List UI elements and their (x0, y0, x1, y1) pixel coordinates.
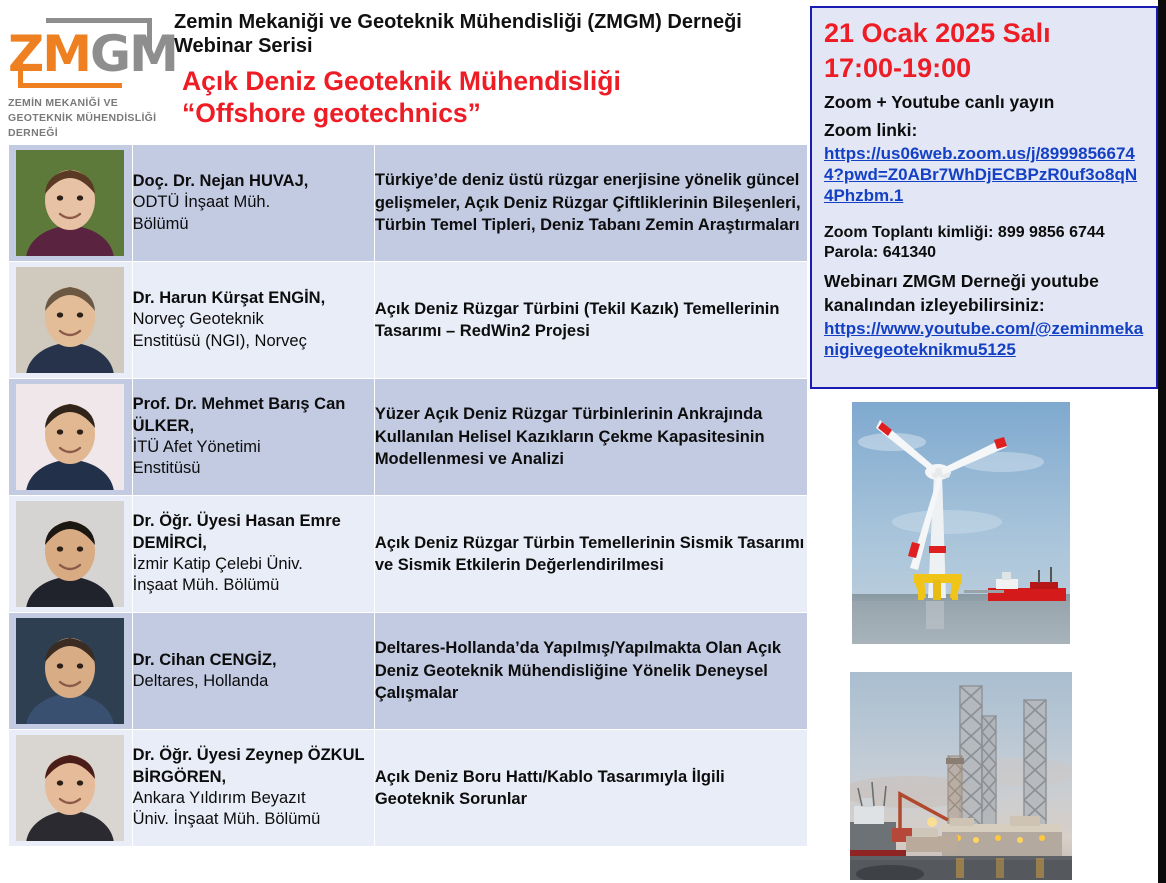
speaker-affiliation-line: Üniv. İnşaat Müh. Bölümü (132, 810, 321, 829)
header-text-block (174, 10, 799, 129)
zmgm-logo (8, 14, 177, 142)
speaker-topic: Açık Deniz Rüzgar Türbini (Tekil Kazık) Temellerinin Tasarımı – RedWin2 Projesi (374, 299, 780, 340)
speaker-name: Dr. Cihan CENGİZ, (132, 650, 277, 669)
webinar-topic-tr: Açık Deniz Geoteknik Mühendisliği (182, 65, 621, 96)
zoom-password: Parola: 641340 (824, 244, 937, 262)
table-row (9, 613, 808, 730)
speaker-name: Dr. Öğr. Üyesi Zeynep ÖZKUL BİRGÖREN, (132, 746, 365, 786)
photo-wrapper (14, 145, 126, 261)
speaker-affiliation-line: İnşaat Müh. Bölümü (132, 576, 280, 595)
speaker-affiliation-line: Norveç Geoteknik (132, 310, 264, 329)
speaker-schedule-table (8, 144, 808, 847)
table-row (9, 145, 808, 262)
logo-letter-m1: M (42, 25, 91, 83)
speaker-topic-cell (374, 379, 807, 496)
speaker-affiliation-line: Deltares, Hollanda (132, 672, 269, 690)
logo-mark (8, 14, 177, 92)
speaker-topic: Açık Deniz Rüzgar Türbin Temellerinin Sismik Tasarımı ve Sismik Etkilerin Değerlendirilmesi (374, 533, 805, 574)
youtube-link[interactable]: https://www.youtube.com/@zeminmekanigivegeoteknikmu5125 (824, 318, 1144, 360)
offshore-jackup-rig-photo (850, 672, 1072, 880)
logo-letter-z: Z (8, 25, 43, 83)
speaker-photo-cell (9, 613, 133, 730)
organization-title (174, 10, 799, 59)
mehmet-baris-can-ulker-portrait (16, 384, 124, 490)
hasan-emre-demirci-portrait (16, 501, 124, 607)
speaker-affiliation-line: Enstitüsü (NGI), Norveç (132, 331, 307, 350)
speaker-name-cell (132, 145, 374, 262)
speaker-photo-cell (9, 496, 133, 613)
webinar-time: 17:00-19:00 (824, 53, 972, 84)
webinar-info-box (810, 6, 1158, 389)
speaker-name: Prof. Dr. Mehmet Barış Can ÜLKER, (132, 395, 346, 435)
speaker-topic-cell (374, 262, 807, 379)
logo-subtitle (8, 96, 168, 142)
speaker-table-body (9, 145, 808, 847)
speaker-topic: Açık Deniz Boru Hattı/Kablo Tasarımıyla İlgili Geoteknik Sorunlar (374, 767, 725, 808)
right-edge-strip (1158, 0, 1166, 883)
speaker-photo-cell (9, 379, 133, 496)
speaker-photo-cell (9, 262, 133, 379)
logo-letters (8, 25, 177, 83)
webinar-topic-title (174, 65, 799, 130)
logo-subtitle-line3: DERNEĞİ (8, 127, 58, 140)
webinar-date: 21 Ocak 2025 Salı (824, 18, 1051, 48)
speaker-topic: Deltares-Hollanda’da Yapılmış/Yapılmakta Olan Açık Deniz Geoteknik Mühendisliğine Yönelik Deneysel Çalışmalar (374, 639, 782, 703)
speaker-name-cell (132, 613, 374, 730)
speaker-topic: Türkiye’de deniz üstü rüzgar enerjisine yönelik güncel gelişmeler, Açık Deniz Rüzgar Çiftliklerinin Bileşenleri, Türbin Temel Tipleri, Deniz Tabanı Zemin Araştırmaları (374, 171, 801, 235)
photo-wrapper (14, 613, 126, 729)
organization-title-line1: Zemin Mekaniği ve Geoteknik Mühendisliği (ZMGM) Derneği (174, 11, 742, 33)
poster-header (0, 0, 806, 142)
logo-subtitle-line1: ZEMİN MEKANİĞİ VE (8, 97, 119, 109)
speaker-topic-cell (374, 145, 807, 262)
speaker-name-cell (132, 496, 374, 613)
photo-wrapper (14, 379, 126, 495)
spacer (824, 208, 1144, 215)
table-row (9, 262, 808, 379)
speaker-name-cell (132, 730, 374, 847)
table-row (9, 379, 808, 496)
speaker-topic-cell (374, 613, 807, 730)
speaker-affiliation-line: Enstitüsü (132, 459, 201, 478)
cihan-cengiz-portrait (16, 618, 124, 724)
speaker-name: Dr. Harun Kürşat ENGİN, (132, 288, 326, 307)
speaker-topic-cell (374, 730, 807, 847)
speaker-topic-cell (374, 496, 807, 613)
photo-wrapper (14, 262, 126, 378)
speaker-affiliation-line: İzmir Katip Çelebi Üniv. (132, 555, 303, 573)
speaker-name: Dr. Öğr. Üyesi Hasan Emre DEMİRCİ, (132, 512, 341, 552)
logo-letter-m2: M (129, 25, 177, 83)
speaker-photo-cell (9, 730, 133, 847)
speaker-name-cell (132, 262, 374, 379)
speaker-affiliation-line: ODTÜ İnşaat Müh. (132, 193, 271, 212)
zoom-link[interactable]: https://us06web.zoom.us/j/89998566744?pwd=Z0ABr7WhDjECBPzR0uf3o8qN4Phzbm.1 (824, 143, 1138, 205)
zoom-link-label: Zoom linki: (824, 119, 918, 140)
webinar-platform: Zoom + Youtube canlı yayın (824, 91, 1055, 112)
organization-title-line2: Webinar Serisi (174, 35, 313, 58)
webinar-topic-en: “Offshore geotechnics” (182, 98, 481, 129)
speaker-affiliation-line: Ankara Yıldırım Beyazıt (132, 789, 306, 807)
speaker-name-text (133, 511, 374, 597)
speaker-name-text (133, 745, 374, 831)
youtube-note-line2: kanalından izleyebilirsiniz: (824, 294, 1045, 315)
harun-kursat-engin-portrait (16, 267, 124, 373)
zeynep-ozkul-birgoren-portrait (16, 735, 124, 841)
speaker-affiliation-line: İTÜ Afet Yönetimi (132, 438, 261, 456)
photo-wrapper (14, 730, 126, 846)
logo-subtitle-line2: GEOTEKNİK MÜHENDİSLİĞİ (8, 112, 157, 125)
speaker-photo-cell (9, 145, 133, 262)
offshore-wind-turbine-photo (852, 402, 1070, 644)
speaker-name: Doç. Dr. Nejan HUVAJ, (132, 171, 309, 190)
speaker-name-text (133, 171, 374, 235)
nejan-huvaj-portrait (16, 150, 124, 256)
speaker-name-text (133, 288, 374, 352)
speaker-topic: Yüzer Açık Deniz Rüzgar Türbinlerinin Ankrajında Kullanılan Helisel Kazıkların Çekme Kapasitesinin Modellenmesi ve Analizi (374, 405, 765, 469)
speaker-affiliation-line: Bölümü (132, 214, 189, 233)
speaker-name-text (133, 394, 374, 480)
logo-letter-g: G (90, 25, 130, 83)
speaker-name-cell (132, 379, 374, 496)
table-row (9, 730, 808, 847)
youtube-note-line1: Webinarı ZMGM Derneği youtube (824, 270, 1099, 291)
photo-wrapper (14, 496, 126, 612)
table-row (9, 496, 808, 613)
speaker-name-text (133, 650, 374, 693)
zoom-meeting-id: Zoom Toplantı kimliği: 899 9856 6744 (824, 223, 1105, 241)
